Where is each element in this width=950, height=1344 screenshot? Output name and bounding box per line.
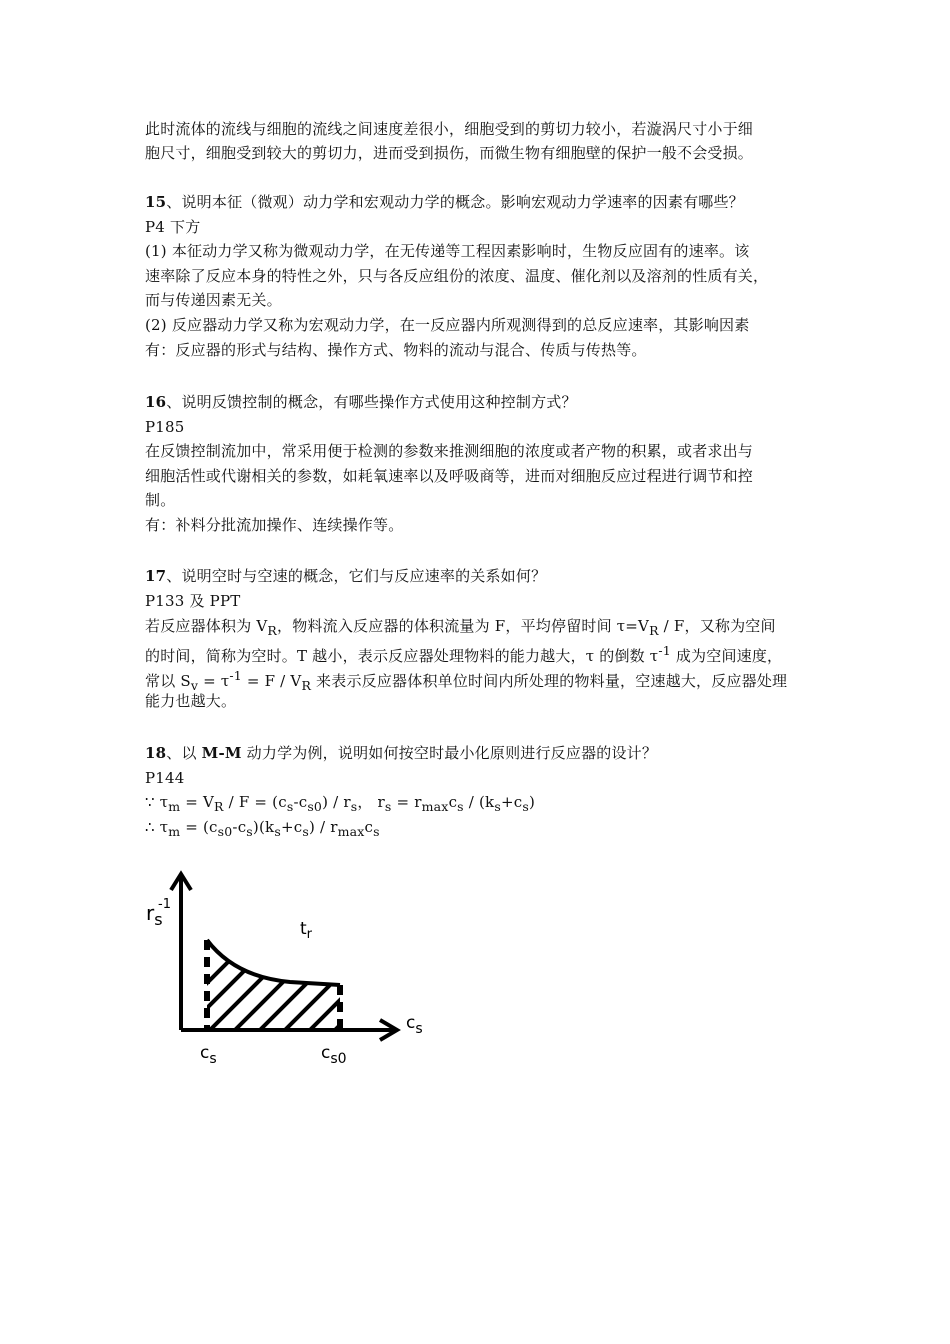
tick-cs0: $c_{s0}$ (321, 1043, 347, 1067)
y-axis-label: $r_s$ (146, 901, 163, 929)
residence-time-figure (140, 862, 440, 1077)
q16-answer-2: 细胞活性或代谢相关的参数，如耗氧速率以及呼吸商等，进而对细胞反应过程进行调节和控 (145, 467, 754, 485)
intro-line-2: 胞尺寸，细胞受到较大的剪切力，进而受到损伤，而微生物有细胞壁的保护一般不会受损。 (145, 144, 754, 162)
x-axis-label: $c_s$ (406, 1013, 423, 1037)
q17-answer-1: 若反应器体积为 $V_R$，物料流入反应器的体积流量为 F，平均停留时间 $\tau=V_R / F$，又称为空间 (145, 617, 776, 638)
q17-answer-2: 的时间，简称为空时。T 越小，表示反应器处理物料的能力越大，τ 的倒数 $\tau^{-1}$ 成为空间速度， (145, 643, 783, 665)
q16-ref: P185 (145, 418, 185, 436)
q15-answer-5: 有：反应器的形式与结构、操作方式、物料的流动与混合、传质与传热等。 (145, 341, 647, 359)
q18-title: 18、以 M-M 动力学为例，说明如何按空时最小化原则进行反应器的设计？ (145, 744, 658, 762)
q15-answer-1: (1) 本征动力学又称为微观动力学，在无传递等工程因素影响时，生物反应固有的速率。该 (145, 242, 750, 260)
curve-label: $t_r$ (300, 919, 313, 942)
q16-answer-1: 在反馈控制流加中，常采用便于检测的参数来推测细胞的浓度或者产物的积累，或者求出与 (145, 442, 754, 460)
q16-title: 16、说明反馈控制的概念，有哪些操作方式使用这种控制方式？ (145, 393, 577, 411)
q16-answer-3: 制。 (145, 491, 176, 509)
q15-answer-3: 而与传递因素无关。 (145, 291, 282, 309)
q15-ref: P4 下方 (145, 218, 201, 236)
q17-answer-4: 能力也越大。 (145, 692, 237, 710)
q18-equation-1: ∵ $\tau_m = V_R / F = (c_s-c_{s0}) / r_s$， $r_s = r_{max}c_s / (k_s+c_s)$ (145, 793, 536, 814)
q15-answer-4: (2) 反应器动力学又称为宏观动力学，在一反应器内所观测得到的总反应速率，其影响因素 (145, 316, 750, 334)
q15-title: 15、说明本征（微观）动力学和宏观动力学的概念。影响宏观动力学速率的因素有哪些？ (145, 193, 744, 211)
residence-time-plot (140, 862, 440, 1077)
y-axis-superscript: -1 (158, 897, 171, 912)
tick-cs: $c_s$ (200, 1043, 217, 1067)
q17-answer-3: 常以 $S_v = \tau^{-1} = F / V_R$ 来表示反应器体积单位时间内所处理的物料量，空速越大，反应器处理 (145, 668, 788, 693)
q15-answer-2: 速率除了反应本身的特性之外，只与各反应组份的浓度、温度、催化剂以及溶剂的性质有关， (145, 267, 769, 285)
intro-line-1: 此时流体的流线与细胞的流线之间速度差很小，细胞受到的剪切力较小，若漩涡尺寸小于细 (145, 120, 754, 138)
q16-answer-4: 有：补料分批流加操作、连续操作等。 (145, 516, 404, 534)
q18-equation-2: ∴ $\tau_m = (c_{s0}-c_s)(k_s+c_s) / r_{max}c_s$ (145, 818, 380, 839)
q17-title: 17、说明空时与空速的概念，它们与反应速率的关系如何？ (145, 567, 547, 585)
q18-ref: P144 (145, 769, 185, 787)
q17-ref: P133 及 PPT (145, 592, 241, 610)
